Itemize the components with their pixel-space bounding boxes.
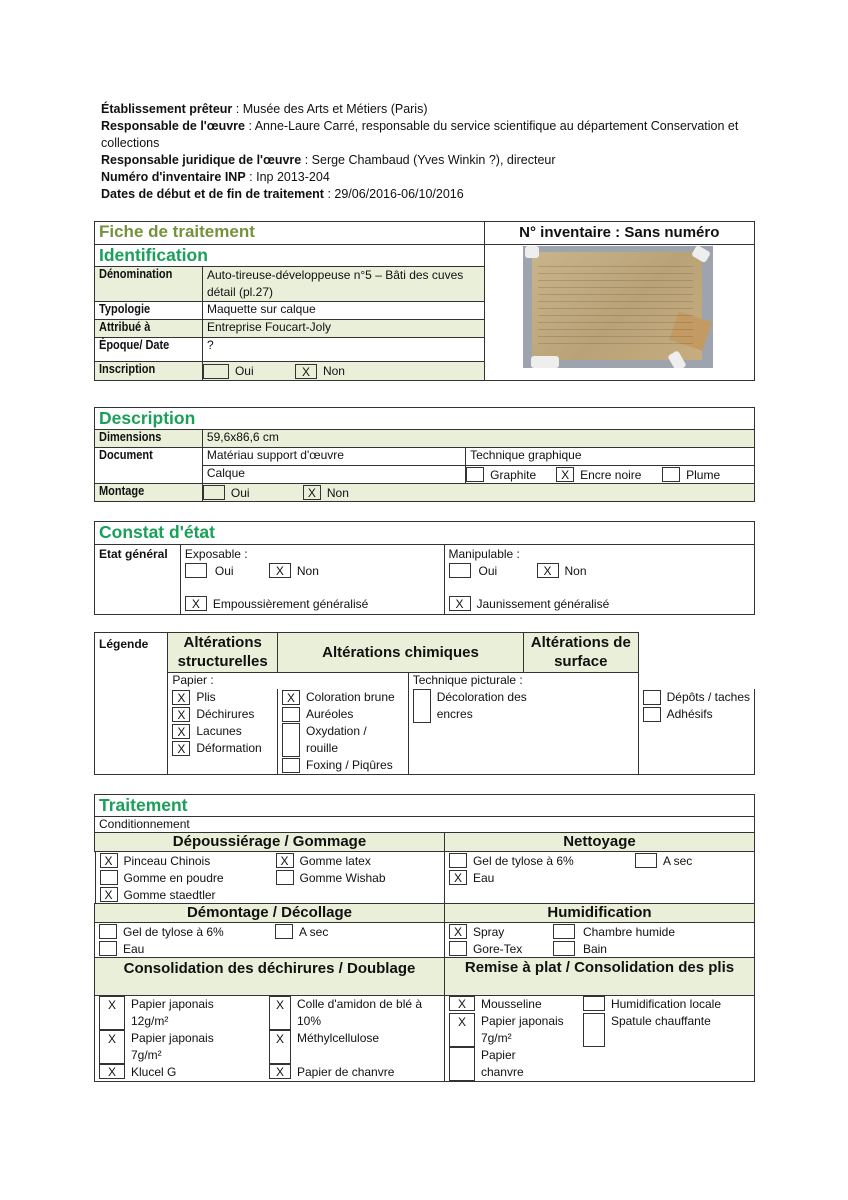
montage-options (202, 484, 754, 502)
inscription-oui-checkbox[interactable] (203, 364, 229, 379)
exposable-label: Exposable : (184, 547, 248, 561)
technique-items (408, 689, 638, 775)
field-label: Attribué à (95, 320, 203, 338)
oxydation-checkbox[interactable] (282, 723, 300, 757)
demontage-options (95, 923, 445, 958)
artwork-photo (523, 246, 713, 368)
option-label: Encre noire (580, 467, 642, 482)
technique-options (466, 466, 755, 484)
option-label: Oui (214, 563, 234, 578)
info-line: Responsable de l'œuvre : Anne-Laure Carré, responsable du service scientifique au département Conservation et collections (101, 119, 739, 150)
option-label: Bain (582, 941, 607, 956)
option-label: Jaunissement généralisé (476, 596, 610, 611)
legende-label: Légende (95, 633, 168, 775)
papier-japonais-7-checkbox[interactable]: X (99, 1030, 125, 1064)
option-label: Papier japonais 7g/m² (480, 1014, 564, 1045)
option-label: A sec (662, 853, 693, 868)
depoussierage-heading: Dépoussiérage / Gommage (95, 833, 445, 852)
foxing-checkbox[interactable] (282, 758, 300, 773)
demontage-eau-checkbox[interactable] (99, 941, 117, 956)
option-label: Mousseline (480, 997, 542, 1011)
depoussierage-options (95, 852, 444, 903)
bain-checkbox[interactable] (553, 941, 575, 956)
option-label: Décoloration des encres (436, 689, 527, 721)
option-label: Klucel G (131, 1065, 177, 1079)
option-label: Gore-Tex (472, 941, 523, 956)
plis-checkbox[interactable]: X (172, 690, 190, 705)
option-label: Dépôts / taches (666, 690, 750, 704)
traitement-table (94, 794, 755, 1082)
option-label: Gomme Wishab (299, 870, 386, 885)
option-label: Oui (478, 563, 498, 578)
decoloration-checkbox[interactable] (413, 689, 431, 723)
remise-heading: Remise à plat / Consolidation des plis (444, 958, 754, 996)
dimensions-value: 59,6x86,6 cm (202, 430, 754, 448)
option-label: Empoussièrement généralisé (212, 596, 369, 611)
adhesifs-checkbox[interactable] (643, 707, 661, 722)
option-label: Spatule chauffante (610, 1014, 711, 1028)
fiche-title: Fiche de traitement (95, 222, 485, 245)
remise-papier-japonais-checkbox[interactable]: X (449, 1013, 475, 1047)
info-line: Dates de début et de fin de traitement : 29/06/2016-06/10/2016 (101, 187, 464, 201)
papier-label: Papier : (168, 673, 408, 689)
field-label: Montage (95, 484, 203, 502)
option-label: Gomme en poudre (123, 870, 224, 885)
option-label: Eau (472, 870, 495, 885)
remise-papier-chanvre-checkbox[interactable] (449, 1047, 475, 1081)
humidification-locale-checkbox[interactable] (583, 996, 605, 1011)
info-line: Responsable juridique de l'œuvre : Serge Chambaud (Yves Winkin ?), directeur (101, 153, 556, 167)
epoque-value: ? (202, 338, 484, 362)
option-label: Papier japonais 12g/m² (131, 997, 214, 1028)
gel-tylose-checkbox[interactable] (449, 853, 467, 868)
option-label: Graphite (490, 467, 537, 482)
constat-title: Constat d'état (95, 522, 755, 545)
encre-noire-checkbox[interactable]: X (556, 467, 574, 482)
mousseline-checkbox[interactable]: X (449, 996, 475, 1011)
colle-amidon-checkbox[interactable]: X (269, 996, 291, 1030)
gore-tex-checkbox[interactable] (449, 941, 467, 956)
lacunes-checkbox[interactable]: X (172, 724, 190, 739)
conditionnement-label: Conditionnement (95, 817, 755, 833)
description-title: Description (95, 408, 755, 430)
jaunissement-checkbox[interactable]: X (449, 596, 471, 611)
option-label: Oui (230, 485, 250, 500)
option-label: Lacunes (196, 724, 242, 738)
option-label: Humidification locale (610, 997, 722, 1011)
nettoyage-options (444, 852, 754, 904)
loan-info (101, 101, 751, 203)
alterations-surface-heading: Altérations de surface (523, 633, 638, 673)
manipulable-oui-checkbox[interactable] (449, 563, 471, 578)
chimique-items (277, 689, 408, 775)
depots-checkbox[interactable] (643, 690, 661, 705)
option-label: Gel de tylose à 6% (123, 924, 224, 939)
option-label: Gel de tylose à 6% (472, 853, 574, 868)
info-line: Établissement prêteur : Musée des Arts et Métiers (Paris) (101, 102, 428, 116)
info-line: Numéro d'inventaire INP : Inp 2013-204 (101, 170, 330, 184)
option-label: Adhésifs (666, 707, 713, 721)
identification-title: Identification (95, 245, 485, 267)
technique-picturale-label: Technique picturale : (408, 673, 638, 689)
exposable-cell (180, 545, 444, 615)
option-label: Oui (234, 364, 254, 378)
identification-table (94, 221, 755, 381)
aureoles-checkbox[interactable] (282, 707, 300, 722)
technique-label: Technique graphique (466, 448, 755, 466)
option-label: A sec (299, 924, 329, 939)
exposable-oui-checkbox[interactable] (185, 563, 207, 578)
option-label: Déchirures (196, 707, 255, 721)
artwork-photo-cell (484, 245, 754, 381)
field-label: Inscription (95, 362, 203, 381)
papier-japonais-12-checkbox[interactable]: X (99, 996, 125, 1030)
inventory-number: N° inventaire : Sans numéro (484, 222, 754, 245)
demontage-gel-checkbox[interactable] (99, 924, 117, 939)
option-label: Plume (686, 467, 721, 482)
inscription-non-checkbox[interactable]: X (295, 364, 317, 379)
gomme-poudre-checkbox[interactable] (100, 870, 118, 885)
denomination-value: Auto-tireuse-développeuse n°5 – Bâti des cuves détail (pl.27) (202, 267, 484, 302)
option-label: Chambre humide (582, 924, 675, 939)
option-label: Non (296, 563, 319, 578)
option-label: Papier chanvre (480, 1048, 524, 1079)
legende-table (94, 632, 755, 775)
field-label: Document (95, 448, 203, 484)
option-label: Foxing / Piqûres (305, 758, 393, 772)
option-label: Non (322, 364, 345, 378)
consolidation-options (95, 996, 445, 1082)
chambre-humide-checkbox[interactable] (553, 924, 575, 939)
eau-checkbox[interactable]: X (449, 870, 467, 885)
demontage-heading: Démontage / Décollage (95, 904, 445, 923)
traitement-title: Traitement (95, 795, 755, 817)
etat-general-label: Etat général (95, 545, 181, 615)
spray-checkbox[interactable]: X (449, 924, 467, 939)
field-label: Époque/ Date (95, 338, 203, 362)
humidification-heading: Humidification (444, 904, 754, 923)
alterations-structurelles-heading: Altérations structurelles (168, 633, 278, 673)
graphite-checkbox[interactable] (466, 467, 484, 482)
option-label: Méthylcellulose (297, 1031, 380, 1045)
humidification-options (444, 923, 754, 958)
surface-items (638, 689, 754, 775)
gomme-wishab-checkbox[interactable] (276, 870, 294, 885)
option-label: Déformation (196, 741, 262, 755)
methylcellulose-checkbox[interactable]: X (269, 1030, 291, 1064)
field-label: Typologie (95, 302, 203, 320)
klucel-g-checkbox[interactable]: X (99, 1064, 125, 1079)
remise-options (444, 996, 754, 1082)
gomme-staedtler-checkbox[interactable]: X (100, 887, 118, 902)
option-label: Spray (472, 924, 505, 939)
option-label: Papier japonais 7g/m² (131, 1031, 214, 1062)
a-sec-checkbox[interactable] (635, 853, 657, 868)
plume-checkbox[interactable] (662, 467, 680, 482)
option-label: Gomme staedtler (123, 887, 216, 902)
option-label: Auréoles (305, 707, 354, 721)
option-label: Eau (123, 941, 145, 956)
option-label: Colle d'amidon de blé à 10% (297, 997, 423, 1028)
empoussierement-checkbox[interactable]: X (185, 596, 207, 611)
montage-non-checkbox[interactable]: X (303, 485, 321, 500)
constat-table (94, 521, 755, 615)
option-label: Non (564, 563, 587, 578)
structure-items (168, 689, 278, 775)
field-label: Dénomination (95, 267, 203, 302)
papier-chanvre-checkbox[interactable]: X (269, 1064, 291, 1079)
alterations-chimiques-heading: Altérations chimiques (277, 633, 523, 673)
manipulable-label: Manipulable : (448, 547, 520, 561)
option-label: Pinceau Chinois (123, 853, 211, 868)
option-label: Non (326, 485, 349, 500)
dechirures-checkbox[interactable]: X (172, 707, 190, 722)
option-label: Coloration brune (305, 690, 395, 704)
gomme-latex-checkbox[interactable]: X (276, 853, 294, 868)
montage-oui-checkbox[interactable] (203, 485, 225, 500)
materiau-label: Matériau support d'œuvre (202, 448, 465, 466)
typologie-value: Maquette sur calque (202, 302, 484, 320)
manipulable-cell (444, 545, 755, 615)
pinceau-chinois-checkbox[interactable]: X (100, 853, 118, 868)
spatule-chauffante-checkbox[interactable] (583, 1013, 605, 1047)
inscription-options (202, 362, 484, 381)
deformation-checkbox[interactable]: X (172, 741, 190, 756)
option-label: Gomme latex (299, 853, 371, 868)
description-table (94, 407, 755, 502)
consolidation-heading: Consolidation des déchirures / Doublage (95, 958, 445, 996)
option-label: Papier de chanvre (297, 1065, 395, 1079)
manipulable-non-checkbox[interactable]: X (537, 563, 559, 578)
attribution-value: Entreprise Foucart-Joly (202, 320, 484, 338)
exposable-non-checkbox[interactable]: X (269, 563, 291, 578)
coloration-brune-checkbox[interactable]: X (282, 690, 300, 705)
field-label: Dimensions (95, 430, 203, 448)
demontage-a-sec-checkbox[interactable] (275, 924, 293, 939)
nettoyage-heading: Nettoyage (444, 833, 754, 852)
materiau-value: Calque (202, 466, 465, 484)
option-label: Oxydation / rouille (305, 723, 367, 755)
option-label: Plis (196, 690, 216, 704)
